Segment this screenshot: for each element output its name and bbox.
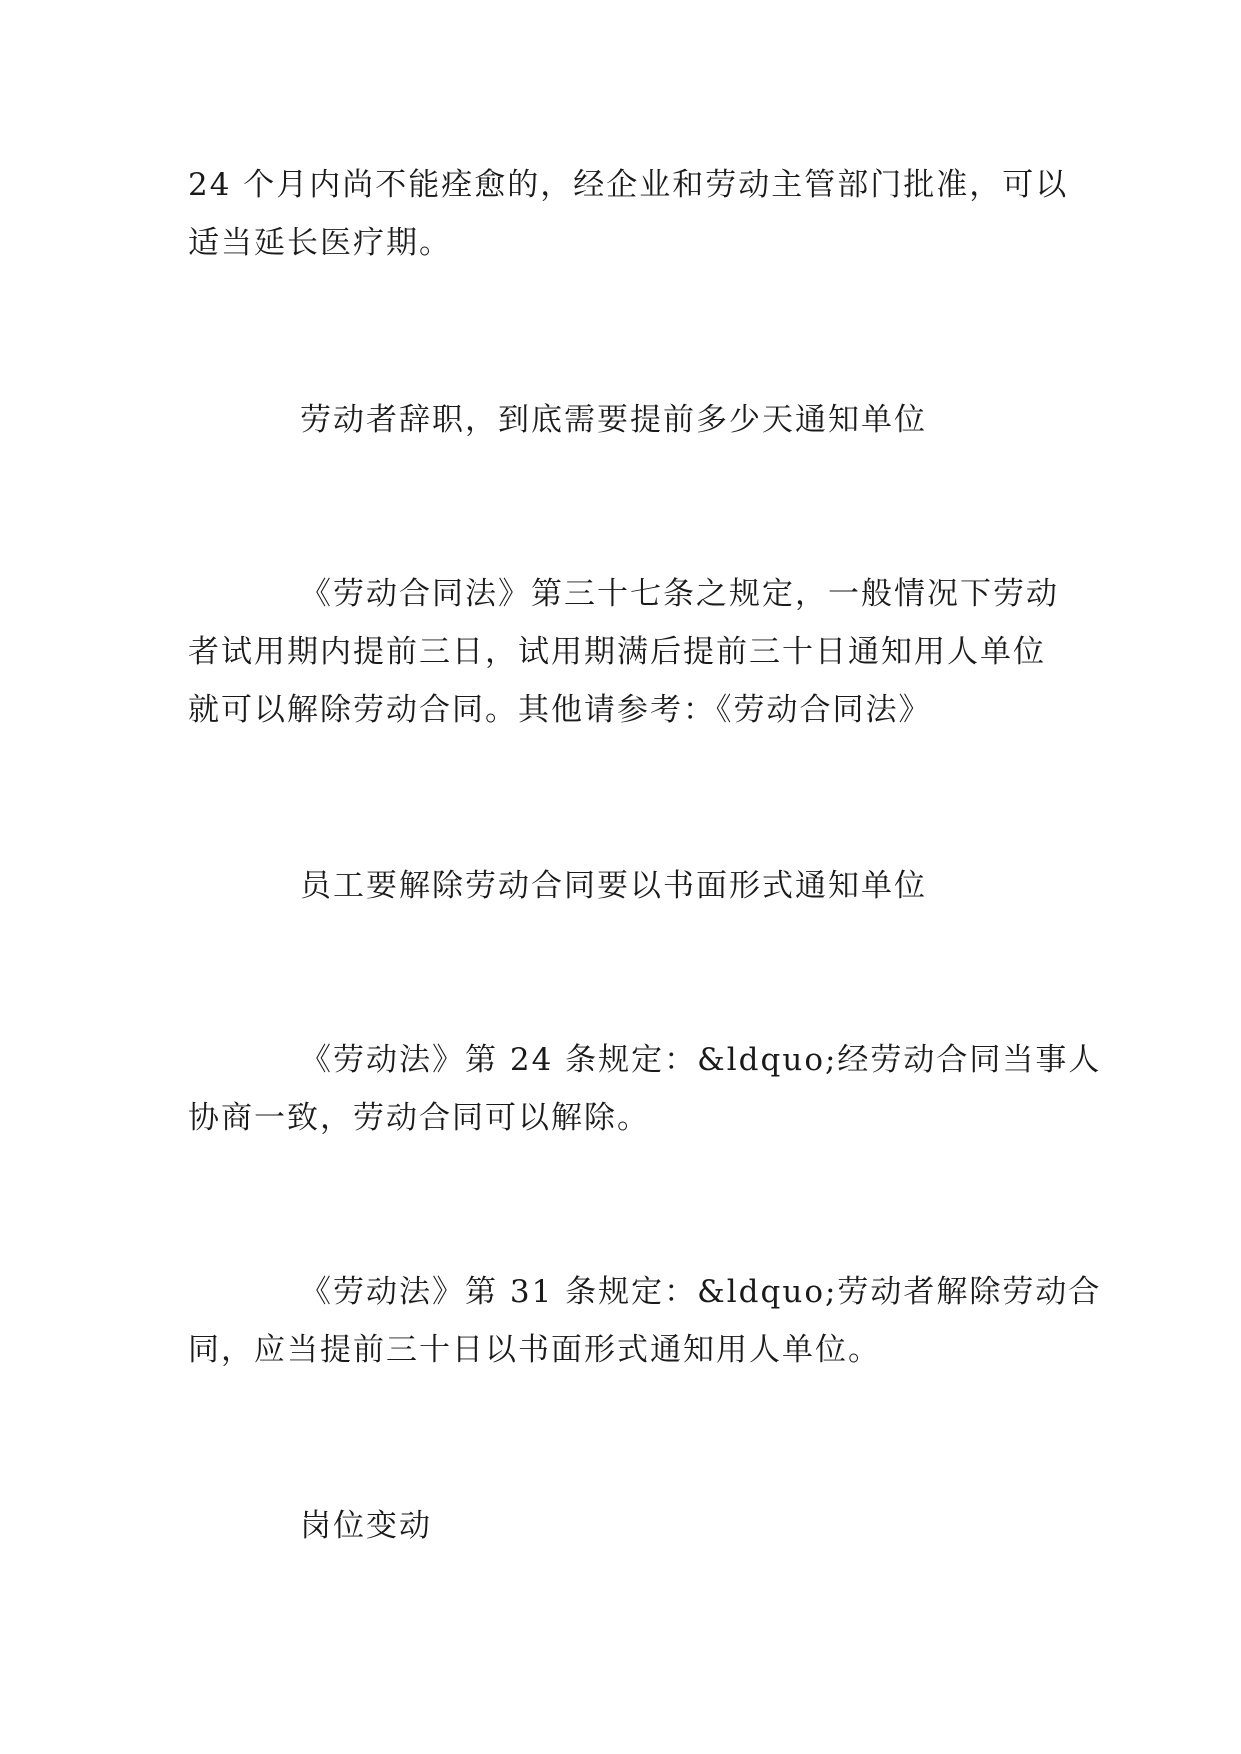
heading-text: 劳动者辞职，到底需要提前多少天通知单位 [300, 402, 927, 438]
paragraph-labor-contract-law [188, 565, 1058, 739]
heading-position-change [188, 1497, 1058, 1555]
paragraph-line: 同，应当提前三十日以书面形式通知用人单位。 [188, 1332, 881, 1368]
paragraph-line: 《劳动法》第 31 条规定：&ldquo;劳动者解除劳动合 [300, 1274, 1102, 1310]
paragraph-article-24 [188, 1031, 1102, 1147]
heading-resignation-notice [188, 391, 1058, 449]
heading-text: 员工要解除劳动合同要以书面形式通知单位 [300, 868, 927, 904]
paragraph-line: 者试用期内提前三日，试用期满后提前三十日通知用人单位 [188, 634, 1046, 670]
paragraph-line: 24 个月内尚不能痊愈的，经企业和劳动主管部门批准，可以 [188, 167, 1069, 203]
paragraph-line: 《劳动法》第 24 条规定：&ldquo;经劳动合同当事人 [300, 1042, 1102, 1078]
heading-written-notice [188, 857, 1058, 915]
paragraph-article-31 [188, 1263, 1102, 1379]
heading-text: 岗位变动 [300, 1508, 432, 1544]
paragraph-medical-period [188, 156, 1069, 272]
paragraph-line: 就可以解除劳动合同。其他请参考：《劳动合同法》 [188, 692, 932, 728]
paragraph-line: 《劳动合同法》第三十七条之规定，一般情况下劳动 [300, 576, 1059, 612]
paragraph-line: 适当延长医疗期。 [188, 225, 452, 261]
paragraph-line: 协商一致，劳动合同可以解除。 [188, 1100, 650, 1136]
